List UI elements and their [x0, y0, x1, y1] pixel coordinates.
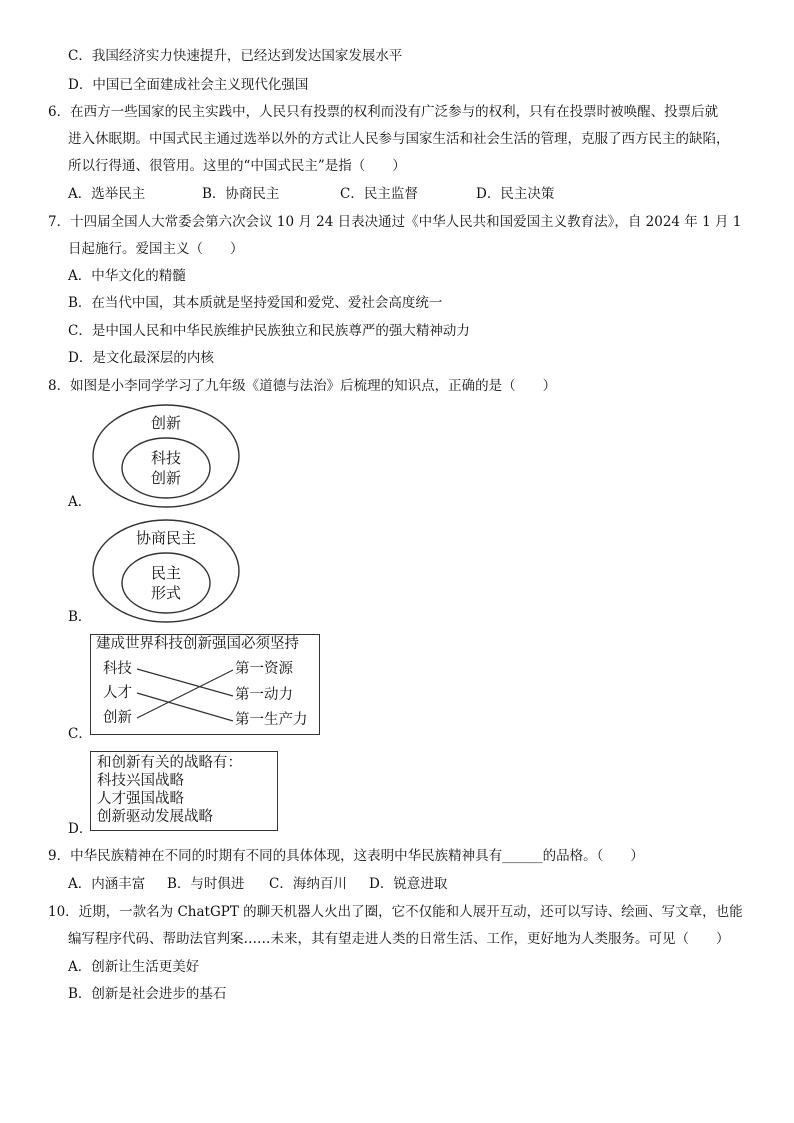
d-line: 人才强国战略	[97, 791, 184, 807]
q7-option-b: B．在当代中国，其本质就是坚持爱国和爱党、爱社会高度统一	[68, 295, 443, 311]
inner-label-1: 科技	[150, 449, 182, 467]
c-left-item: 科技	[103, 661, 132, 677]
match-line-tech	[137, 669, 233, 696]
q5-option-c: C．我国经济实力快速提升，已经达到发达国家发展水平	[68, 48, 403, 64]
q9-option-b: B．与时俱进	[167, 876, 245, 892]
inner-label-2: 创新	[150, 469, 182, 487]
q10-stem-line2: 编写程序代码、帮助法官判案……未来，其有望走进人类的日常生活、工作，更好地为人类服务。可见（ ）	[68, 931, 730, 947]
c-title: 建成世界科技创新强国必须坚持	[96, 636, 299, 652]
q8-stem: 8．如图是小李同学学习了九年级《道德与法治》后梳理的知识点，正确的是（ ）	[48, 378, 557, 394]
q8-b-venn-diagram	[90, 517, 242, 625]
q6-stem-line2: 进入休眠期。中国式民主通过选举以外的方式让人民参与国家生活和社会生活的管理，克服了西方民主的缺陷，	[68, 131, 730, 147]
q9-option-a: A．内涵丰富	[68, 876, 146, 892]
d-line: 科技兴国战略	[97, 773, 184, 789]
q10-option-a: A．创新让生活更美好	[68, 959, 200, 975]
q8-a-venn-diagram	[90, 402, 242, 510]
match-line-talent	[137, 693, 233, 721]
inner-ellipse	[122, 553, 210, 613]
inner-ellipse	[122, 438, 210, 498]
q8-c-matching-diagram	[90, 634, 320, 735]
q8-option-c-label: C．	[68, 726, 92, 742]
q6-option-b: B．协商民主	[202, 186, 280, 202]
q10-stem-line1: 10．近期，一款名为 ChatGPT 的聊天机器人火出了圈，它不仅能和人展开互动，还可以写诗、绘画、写文章，也能	[48, 904, 743, 920]
q7-option-c: C．是中国人民和中华民族维护民族独立和民族尊严的强大精神动力	[68, 323, 470, 339]
q8-option-a-label: A．	[68, 494, 92, 510]
q9-stem: 9．中华民族精神在不同的时期有不同的具体体现，这表明中华民族精神具有______的品格。（ ）	[48, 848, 644, 864]
c-left-item: 人才	[103, 685, 132, 701]
q6-option-d: D．民主决策	[476, 186, 555, 202]
q7-stem-line1: 7．十四届全国人大常委会第六次会议 10 月 24 日表决通过《中华人民共和国爱国主义教育法》，自 2024 年 1 月 1	[48, 214, 742, 230]
q9-option-d: D．锐意进取	[369, 876, 448, 892]
q7-stem-line2: 日起施行。爱国主义（ ）	[68, 241, 244, 257]
q6-option-c: C．民主监督	[340, 186, 418, 202]
q6-stem-line3: 所以行得通、很管用。这里的“中国式民主”是指（ ）	[68, 158, 406, 174]
q5-option-d: D．中国已全面建成社会主义现代化强国	[68, 77, 309, 93]
d-line: 和创新有关的战略有：	[97, 755, 242, 771]
c-right-item: 第一生产力	[235, 712, 308, 728]
outer-label: 协商民主	[135, 529, 197, 547]
q7-option-a: A．中华文化的精髓	[68, 268, 186, 284]
match-line-innovation	[137, 670, 233, 718]
c-left-item: 创新	[103, 710, 132, 726]
q7-option-d: D．是文化最深层的内核	[68, 350, 214, 366]
q6-option-a: A．选举民主	[68, 186, 146, 202]
inner-label-1: 民主	[150, 564, 182, 582]
outer-label: 创新	[150, 414, 182, 432]
q8-option-d-label: D．	[68, 821, 93, 837]
inner-label-2: 形式	[150, 584, 182, 602]
q10-option-b: B．创新是社会进步的基石	[68, 986, 227, 1002]
q9-option-c: C．海纳百川	[269, 876, 347, 892]
d-line: 创新驱动发展战略	[97, 809, 213, 825]
q8-d-strategy-box	[90, 751, 278, 831]
q6-stem-line1: 6．在西方一些国家的民主实践中，人民只有投票的权利而没有广泛参与的权利，只有在投票时被唤醒、投票后就	[48, 104, 719, 120]
q8-option-b-label: B．	[68, 609, 92, 625]
c-right-item: 第一动力	[235, 687, 293, 703]
c-right-item: 第一资源	[235, 661, 293, 677]
